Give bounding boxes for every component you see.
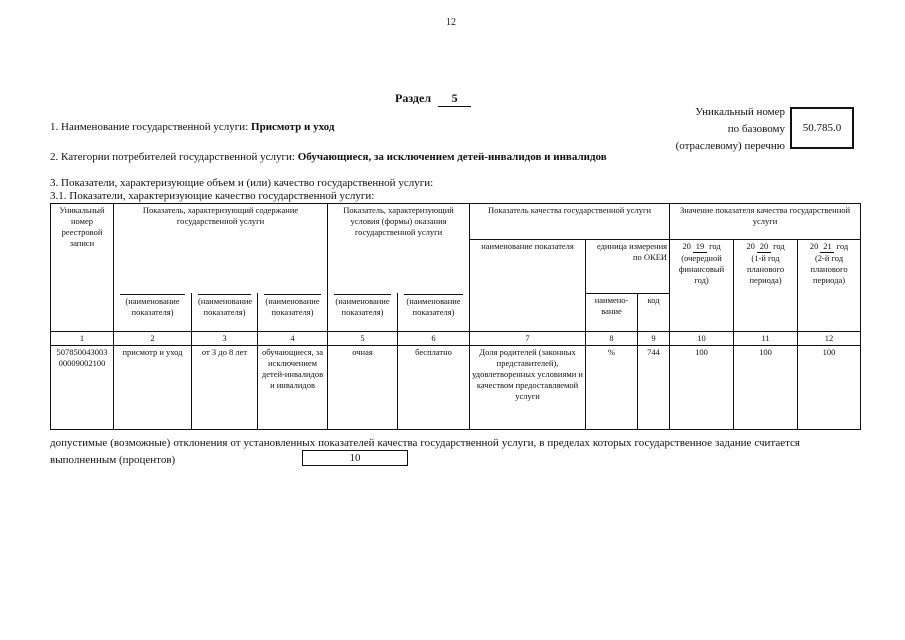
unique-label-line-1: Уникальный номер [695, 106, 785, 118]
section-label: Раздел [395, 91, 432, 105]
cell-unique-number: 507850043003 00009002100 [51, 345, 114, 429]
section-number: 5 [438, 91, 471, 107]
table-row [51, 345, 861, 429]
page-number: 12 [446, 17, 456, 28]
header-unit-code: код [638, 293, 670, 331]
cell-unit-code: 744 [638, 345, 670, 429]
cell-unit-name: % [586, 345, 638, 429]
col-number: 7 [470, 331, 586, 345]
col-number: 10 [670, 331, 734, 345]
header-quality-values: Значение показателя качества государственной услуги [670, 204, 861, 240]
col-number: 6 [398, 331, 470, 345]
subheader-conditions-2: (наименование показателя) [398, 293, 470, 331]
consumer-category-value: Обучающиеся, за исключением детей-инвалидов и инвалидов [297, 151, 607, 163]
cell-value-year-1: 100 [670, 345, 734, 429]
cell-content-3: обучающиеся, за исключением детей-инвалидов и инвалидов [258, 345, 328, 429]
header-year-2: 20 20 год (1-й год планового периода) [734, 239, 798, 331]
col-number: 4 [258, 331, 328, 345]
cell-content-2: от 3 до 8 лет [192, 345, 258, 429]
col-number: 3 [192, 331, 258, 345]
header-year-1: 20 19 год (очередной финансовый год) [670, 239, 734, 331]
header-conditions-spacer [328, 239, 470, 293]
cell-value-year-3: 100 [798, 345, 861, 429]
subheader-content-2: (наименование показателя) [192, 293, 258, 331]
unique-number-label [640, 104, 785, 155]
col-number: 2 [114, 331, 192, 345]
header-content-indicator: Показатель, характеризующий содержание государственной услуги [114, 204, 328, 240]
service-name-value: Присмотр и уход [251, 121, 335, 133]
service-name-label: 1. Наименование государственной услуги: [50, 121, 252, 133]
header-content-spacer [114, 239, 328, 293]
col-number: 5 [328, 331, 398, 345]
col-number: 11 [734, 331, 798, 345]
consumer-category-line [50, 151, 607, 163]
cell-conditions-2: бесплатно [398, 345, 470, 429]
cell-indicator-name: Доля родителей (законных представителей), удовлетворенных условиями и качеством предоставляемой услуги [470, 345, 586, 429]
indicators-heading: 3. Показатели, характеризующие объем и (или) качество государственной услуги: [50, 177, 434, 189]
quality-indicators-table [50, 203, 861, 430]
subheader-content-1: (наименование показателя) [114, 293, 192, 331]
header-unit: единица измерения по ОКЕИ [586, 239, 670, 293]
cell-content-1: присмотр и уход [114, 345, 192, 429]
unique-label-line-3: (отраслевому) перечню [675, 140, 785, 152]
unique-label-line-2: по базовому [727, 123, 785, 135]
deviation-value-box: 10 [302, 450, 408, 466]
section-heading [395, 91, 471, 107]
header-unit-name: наимено-вание [586, 293, 638, 331]
year-1-desc: (очередной финансовый год) [678, 252, 725, 285]
header-indicator-name: наименование показателя [470, 239, 586, 331]
unique-number-box: 50.785.0 [790, 107, 854, 149]
subheader-conditions-1: (наименование показателя) [328, 293, 398, 331]
subheader-content-3: (наименование показателя) [258, 293, 328, 331]
year-2-desc: (1-й год планового периода) [746, 252, 785, 285]
consumer-category-label: 2. Категории потребителей государственной услуги: [50, 151, 298, 163]
cell-value-year-2: 100 [734, 345, 798, 429]
column-numbers-row [51, 331, 861, 345]
cell-conditions-1: очная [328, 345, 398, 429]
header-year-3: 20 21 год (2-й год планового периода) [798, 239, 861, 331]
quality-indicators-heading: 3.1. Показатели, характеризующие качество государственной услуги: [50, 190, 375, 202]
header-conditions-indicator: Показатель, характеризующий условия (формы) оказания государственной услуги [328, 204, 470, 240]
service-name-line [50, 121, 334, 133]
col-number: 1 [51, 331, 114, 345]
year-3-desc: (2-й год планового периода) [810, 252, 848, 285]
header-unique-number: Уникальный номер реестровой записи [51, 204, 114, 332]
col-number: 12 [798, 331, 861, 345]
header-quality-indicator: Показатель качества государственной услуги [470, 204, 670, 240]
deviation-text: допустимые (возможные) отклонения от установленных показателей качества государственной услуги, в пределах которых государственное задание считается выполненным (процентов) [50, 437, 800, 466]
col-number: 8 [586, 331, 638, 345]
col-number: 9 [638, 331, 670, 345]
